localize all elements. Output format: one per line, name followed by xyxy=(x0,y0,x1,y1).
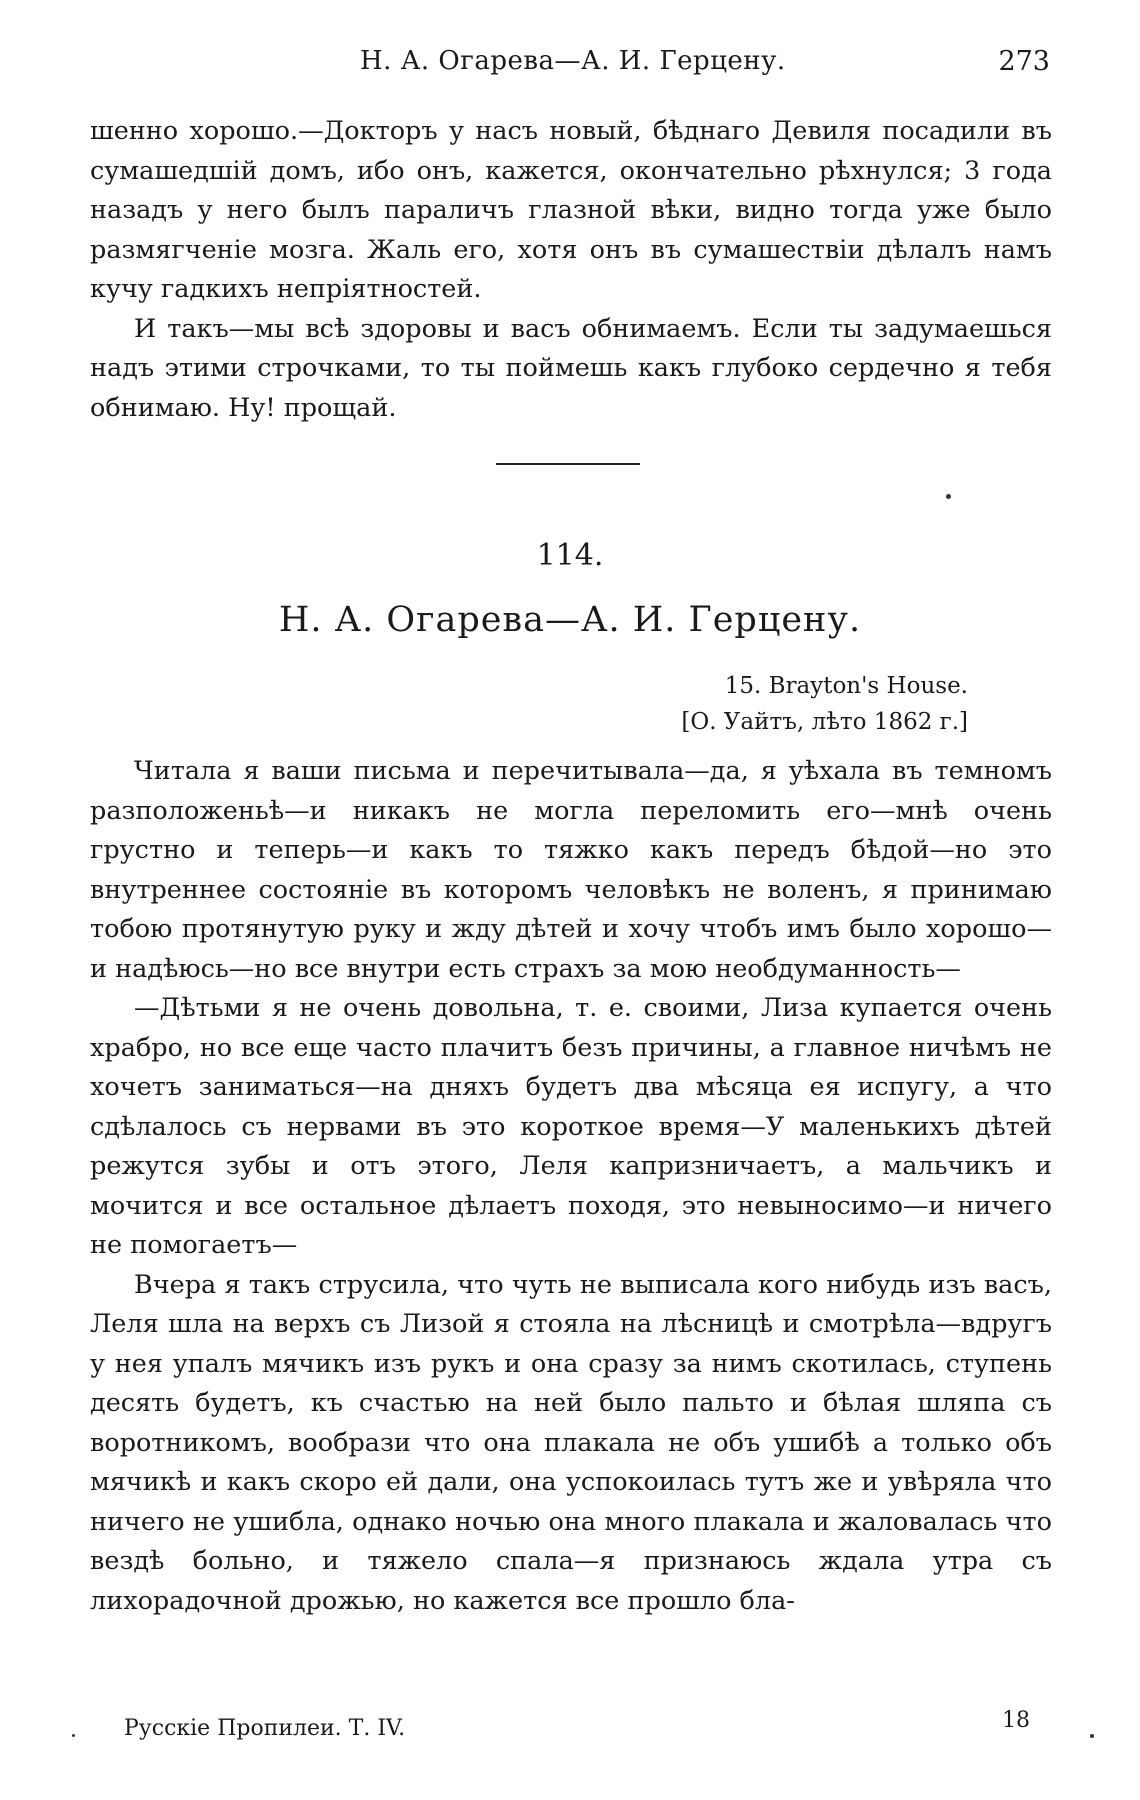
printer-signature: Русскіе Пропилеи. Т. IV. xyxy=(124,1716,406,1741)
running-head-title: Н. А. Огарева—А. И. Герцену. xyxy=(360,46,786,76)
paragraph: Вчера я такъ струсила, что чуть не выписала кого нибудь изъ васъ, Леля шла на верхъ съ Лизой я стояла на лѣсницѣ и смотрѣла—вдругъ у нея упалъ мячикъ изъ рукъ и она сразу за нимъ скотилась, ступень десять будетъ, къ счастью на ней было пальто и бѣлая шляпа съ воротникомъ, вообрази что она плакала не объ ушибѣ а только объ мячикѣ и какъ скоро ей дали, она успокоилась тутъ же и увѣряла что ничего не ушибла, однако ночью она много плакала и жаловалась что вездѣ больно, и тяжело спала—я признаюсь ждала утра съ лихорадочной дрожью, но кажется все прошло бла- xyxy=(90,1269,1052,1616)
letter-title: Н. А. Огарева—А. И. Герцену. xyxy=(278,600,862,640)
page-footer xyxy=(90,1708,1030,1750)
continued-letter-text xyxy=(90,112,1052,428)
print-speck xyxy=(1090,1734,1094,1738)
paragraph: Читала я ваши письма и перечитывала—да, я уѣхала въ темномъ разположеньѣ—и никакъ не могла переломить его—мнѣ очень грустно и теперь—и какъ то тяжко какъ передъ бѣдой—но это внутреннее состояніе въ которомъ человѣкъ не воленъ, я принимаю тобою протянутую руку и жду дѣтей и хочу чтобъ имъ было хорошо—и надѣюсь—но все внутри есть страхъ за мою необдуманность— xyxy=(90,756,1052,984)
print-speck xyxy=(946,494,951,499)
paragraph: шенно хорошо.—Докторъ у насъ новый, бѣднаго Девиля посадили въ сумашедшій домъ, ибо онъ, кажется, окончательно рѣхнулся; 3 года назадъ у него былъ параличъ глазной вѣки, видно тогда уже было размягченіе мозга. Жаль его, хотя онъ въ сумашествіи дѣлалъ намъ кучу гадкихъ непріятностей. xyxy=(90,116,1052,304)
letter-dateline xyxy=(640,668,968,740)
page-number: 273 xyxy=(998,46,1050,77)
letter-number: 114. xyxy=(536,538,604,573)
letter-body xyxy=(90,752,1052,1621)
section-divider xyxy=(496,463,640,465)
dateline-place-date: [О. Уайтъ, лѣто 1862 г.] xyxy=(681,709,968,735)
sheet-number: 18 xyxy=(1002,1708,1030,1733)
paragraph: И такъ—мы всѣ здоровы и васъ обнимаемъ. Если ты задумаешься надъ этими строчками, то ты поймешь какъ глубоко сердечно я тебя обнимаю. Ну! прощай. xyxy=(90,313,1052,423)
print-speck xyxy=(72,1734,75,1737)
paragraph: —Дѣтьми я не очень довольна, т. е. своими, Лиза купается очень храбро, но все еще часто плачитъ безъ причины, а главное ничѣмъ не хочетъ заниматься—на дняхъ будетъ два мѣсяца ея испугу, а что сдѣлалось съ нервами въ это короткое время—У маленькихъ дѣтей режутся зубы и отъ этого, Леля капризничаетъ, а мальчикъ и мочится и все остальное дѣлаетъ походя, это невыносимо—и ничего не помогаетъ— xyxy=(90,993,1052,1260)
dateline-address: 15. Brayton's House. xyxy=(724,673,968,699)
running-head xyxy=(90,46,1050,86)
